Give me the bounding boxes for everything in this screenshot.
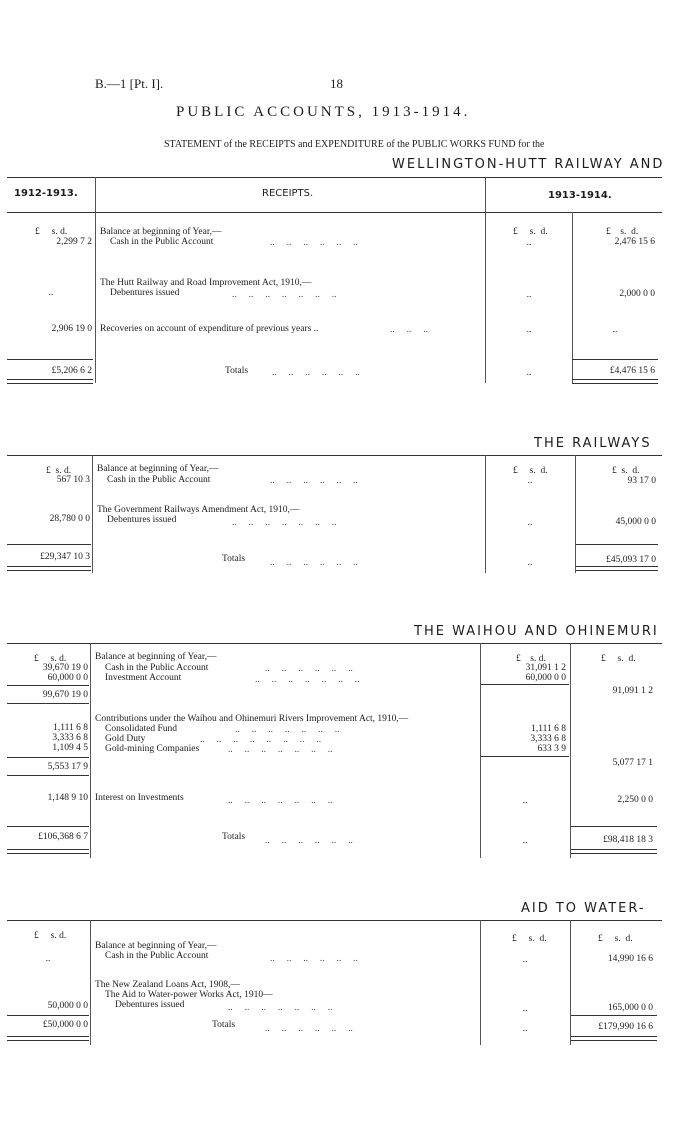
prev-amount: 567 10 3 xyxy=(56,475,90,485)
currency-header-prev: £ s. d. xyxy=(35,227,68,237)
curr-total: £98,418 18 3 xyxy=(603,835,653,845)
section1-title: WELLINGTON-HUTT RAILWAY AND xyxy=(392,157,665,172)
row-label: The Government Railways Amendment Act, 1910,— xyxy=(97,505,300,515)
curr-amount: 165,000 0 0 xyxy=(607,1003,653,1013)
mid-amount: 60,000 0 0 xyxy=(525,673,566,683)
curr-amount: 5,077 17 1 xyxy=(612,758,653,768)
totals-label: Totals xyxy=(222,832,246,842)
mid-amount: 3,333 6 8 xyxy=(530,734,566,744)
row-sublabel: Debentures issued xyxy=(115,1000,185,1010)
mid-amount: .. xyxy=(522,836,528,846)
row-sublabel: Investment Account xyxy=(105,673,182,683)
page-reference: B.—1 [Pt. I]. xyxy=(95,76,164,91)
curr-amount: 14,990 16 6 xyxy=(607,954,653,964)
mid-amount: .. xyxy=(522,955,528,965)
mid-amount: .. xyxy=(522,796,528,806)
statement-line: STATEMENT of the RECEIPTS and EXPENDITURE of the PUBLIC WORKS FUND for the xyxy=(164,139,545,150)
leader-dots: .. .. .. .. .. .. xyxy=(270,954,358,964)
currency-header-prev: £ s. d. xyxy=(46,466,72,476)
page-title: PUBLIC ACCOUNTS, 1913-1914. xyxy=(176,104,471,120)
leader-dots: .. .. .. .. .. .. .. .. xyxy=(200,735,322,745)
leader-dots: .. .. .. .. .. .. .. xyxy=(228,796,333,806)
curr-amount: 2,250 0 0 xyxy=(617,795,653,805)
row-label: Balance at beginning of Year,— xyxy=(100,227,222,237)
row-label: Balance at beginning of Year,— xyxy=(97,464,219,474)
mid-amount: 633 3 9 xyxy=(537,744,566,754)
row-sublabel: Consolidated Fund xyxy=(105,724,178,734)
prev-amount: 3,333 6 8 xyxy=(52,733,88,743)
leader-dots: .. .. .. .. .. .. xyxy=(265,1024,353,1034)
leader-dots: .. .. .. .. .. .. xyxy=(270,238,358,248)
row-sublabel: Cash in the Public Account xyxy=(110,237,214,247)
prev-amount: .. xyxy=(45,954,51,964)
section4-title: AID TO WATER- xyxy=(521,901,646,916)
leader-dots: .. .. .. .. .. .. .. xyxy=(232,518,337,528)
prev-amount: 1,148 9 10 xyxy=(47,793,88,803)
prev-amount: 1,111 6 8 xyxy=(53,723,88,733)
row-label: Balance at beginning of Year,— xyxy=(95,941,217,951)
leader-dots: .. .. .. .. .. .. xyxy=(272,368,360,378)
page-number: 18 xyxy=(330,76,343,91)
prev-amount: 39,670 19 0 xyxy=(42,663,88,673)
leader-dots: .. .. .. .. .. .. .. xyxy=(235,725,340,735)
mid-amount: .. xyxy=(527,518,533,528)
totals-label: Totals xyxy=(222,554,246,564)
leader-dots: .. .. .. .. .. .. xyxy=(265,664,353,674)
prev-amount: 1,109 4 5 xyxy=(52,743,88,753)
prev-total: £106,368 6 7 xyxy=(38,832,88,842)
prev-total: £29,347 10 3 xyxy=(40,552,90,562)
prev-amount: 2,906 19 0 xyxy=(51,324,92,334)
curr-amount: 2,000 0 0 xyxy=(619,289,655,299)
subtotal-prev: 5,553 17 9 xyxy=(47,762,88,772)
mid-amount: .. xyxy=(526,238,532,248)
currency-header-prev: £ s. d. xyxy=(34,654,67,664)
row-label: Interest on Investments xyxy=(95,793,184,803)
leader-dots: .. .. .. .. .. .. .. xyxy=(228,1003,333,1013)
row-sublabel: Cash in the Public Account xyxy=(105,951,209,961)
leader-dots: .. .. .. .. .. .. xyxy=(265,836,353,846)
prev-amount: 2,299 7 2 xyxy=(56,237,92,247)
curr-amount: 45,000 0 0 xyxy=(615,517,656,527)
currency-header-prev: £ s. d. xyxy=(34,931,67,941)
mid-amount: 1,111 6 8 xyxy=(531,724,566,734)
row-sublabel: Cash in the Public Account xyxy=(107,475,211,485)
currency-header-curr: £ s. d. xyxy=(606,227,639,237)
subtotal-prev: 99,670 19 0 xyxy=(42,690,88,700)
row-sublabel: Gold Duty xyxy=(105,734,146,744)
row-sublabel: Cash in the Public Account xyxy=(105,663,209,673)
mid-amount: .. xyxy=(522,1004,528,1014)
section3-title: THE WAIHOU AND OHINEMURI xyxy=(414,624,659,639)
prev-amount: .. xyxy=(48,288,54,298)
col-header-curr-year: 1913-1914. xyxy=(548,190,612,201)
currency-header-mid: £ s. d. xyxy=(516,654,546,664)
currency-header-curr: £ s. d. xyxy=(612,466,640,476)
currency-header-mid: £ s. d. xyxy=(513,227,548,237)
leader-dots: .. .. .. xyxy=(390,325,428,335)
row-label: Recoveries on account of expenditure of previous years .. xyxy=(100,324,319,334)
row-sublabel: Debentures issued xyxy=(107,515,177,525)
row-sublabel: Gold-mining Companies xyxy=(105,744,200,754)
leader-dots: .. .. .. .. .. .. .. xyxy=(228,745,333,755)
col-header-prev-year: 1912-1913. xyxy=(14,188,78,199)
curr-total: £179,990 16 6 xyxy=(598,1022,653,1032)
row-sublabel: Debentures issued xyxy=(110,288,180,298)
curr-total: £45,093 17 0 xyxy=(606,555,656,565)
currency-header-mid: £ s. d. xyxy=(513,466,548,476)
leader-dots: .. .. .. .. .. .. xyxy=(270,558,358,568)
currency-header-curr: £ s. d. xyxy=(598,934,633,944)
col-header-receipts: RECEIPTS. xyxy=(262,188,314,199)
mid-amount: .. xyxy=(522,1024,528,1034)
mid-amount: .. xyxy=(526,290,532,300)
leader-dots: .. .. .. .. .. .. .. xyxy=(232,290,337,300)
prev-amount: 50,000 0 0 xyxy=(47,1001,88,1011)
currency-header-curr: £ s. d. xyxy=(601,654,636,664)
totals-label: Totals xyxy=(225,366,249,376)
mid-amount: .. xyxy=(527,558,533,568)
mid-amount: .. xyxy=(526,368,532,378)
totals-label: Totals xyxy=(212,1020,236,1030)
mid-amount: 31,091 1 2 xyxy=(525,663,566,673)
row-label: The Hutt Railway and Road Improvement Act, 1910,— xyxy=(100,278,312,288)
mid-amount: .. xyxy=(527,476,533,486)
prev-amount: 28,780 0 0 xyxy=(49,514,90,524)
prev-amount: 60,000 0 0 xyxy=(47,673,88,683)
curr-amount: 2,476 15 6 xyxy=(614,237,655,247)
curr-amount: 91,091 1 2 xyxy=(612,686,653,696)
currency-header-mid: £ s. d. xyxy=(512,934,547,944)
section2-title: THE RAILWAYS xyxy=(534,436,652,451)
row-label: Balance at beginning of Year,— xyxy=(95,652,217,662)
curr-total: £4,476 15 6 xyxy=(609,366,655,376)
row-sublabel: The Aid to Water-power Works Act, 1910— xyxy=(105,990,273,1000)
row-label: Contributions under the Waihou and Ohinemuri Rivers Improvement Act, 1910,— xyxy=(95,714,409,724)
curr-amount: .. xyxy=(612,325,618,335)
leader-dots: .. .. .. .. .. .. .. xyxy=(255,675,360,685)
mid-amount: .. xyxy=(526,325,532,335)
curr-amount: 93 17 0 xyxy=(627,476,656,486)
prev-total: £5,206 6 2 xyxy=(51,366,92,376)
leader-dots: .. .. .. .. .. .. xyxy=(270,476,358,486)
row-label: The New Zealand Loans Act, 1908,— xyxy=(95,980,240,990)
prev-total: £50,000 0 0 xyxy=(42,1020,88,1030)
